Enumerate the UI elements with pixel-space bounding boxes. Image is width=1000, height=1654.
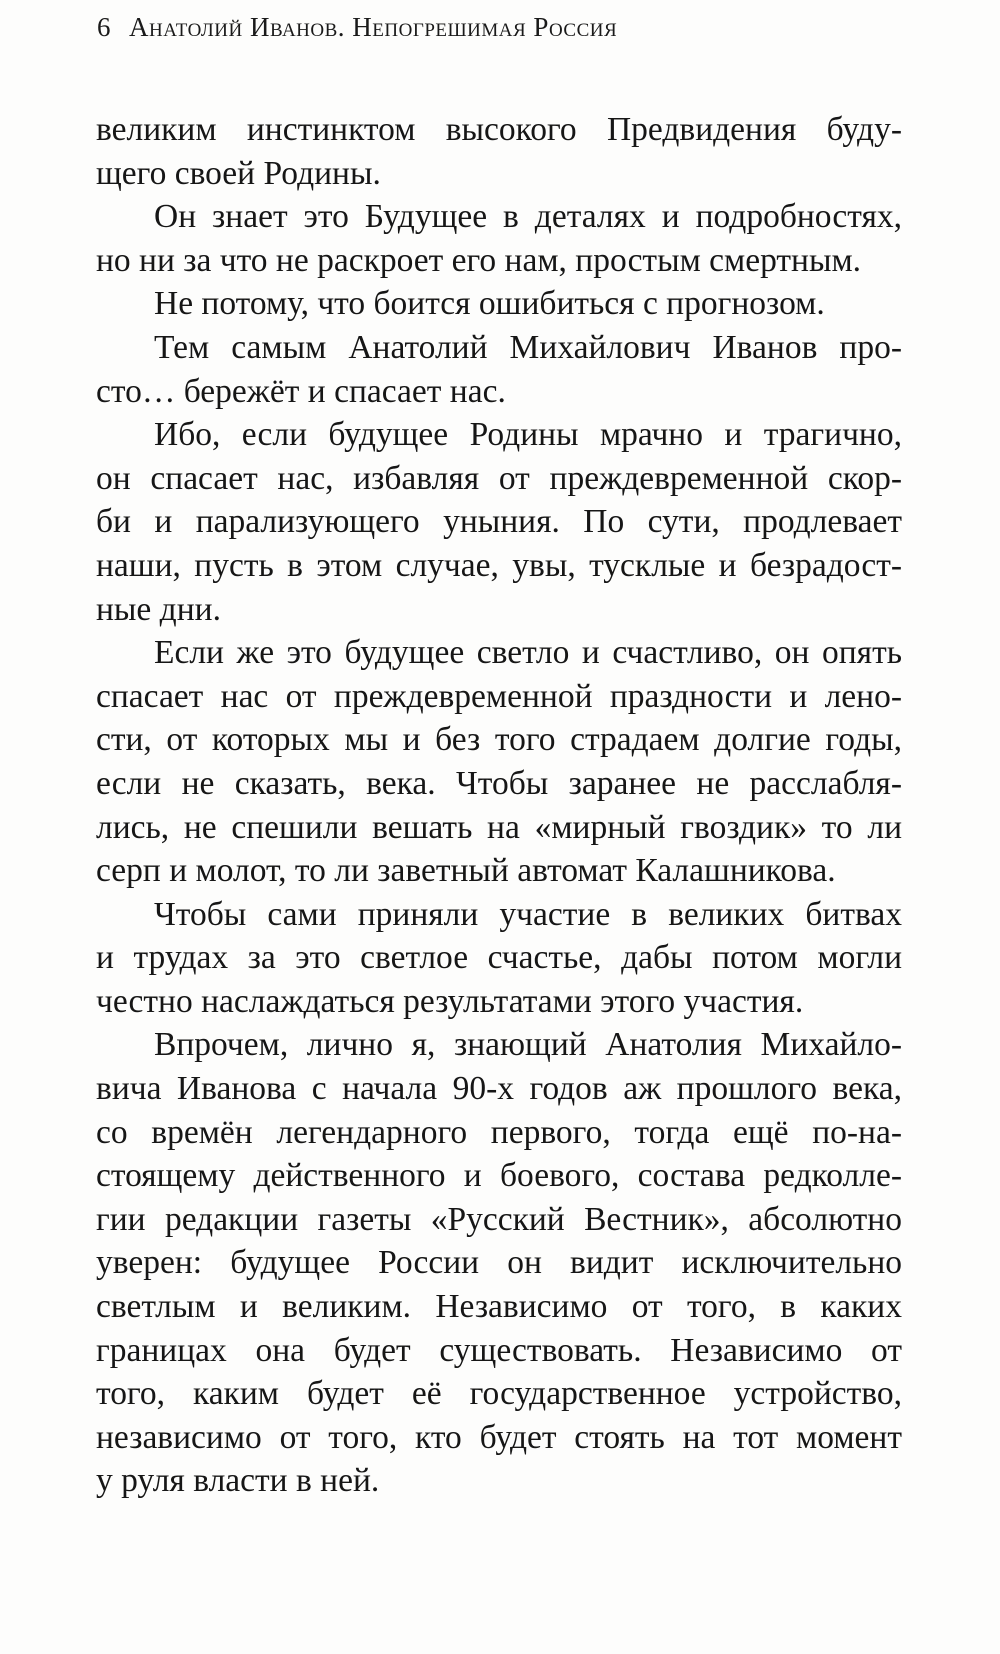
text-line: вича Иванова с начала 90-х годов аж прошлого века, — [96, 1070, 902, 1108]
paragraph — [96, 413, 902, 631]
paragraph — [96, 195, 902, 282]
text-line: ные дни. — [96, 590, 221, 628]
text-line: и трудах за это светлое счастье, дабы потом могли — [96, 939, 902, 977]
text-line: наши, пусть в этом случае, увы, тусклые и безрадост- — [96, 546, 902, 584]
paragraph — [96, 108, 902, 195]
text-line: щего своей Родины. — [96, 154, 381, 192]
text-line: великим инстинктом высокого Предвидения буду- — [96, 111, 902, 148]
text-line: Он знает это Будущее в деталях и подробностях, — [154, 198, 902, 236]
page-number: 6 — [97, 12, 111, 42]
text-line: лись, не спешили вешать на «мирный гвоздик» то ли — [96, 808, 902, 846]
text-line: Тем самым Анатолий Михайлович Иванов про- — [154, 328, 902, 366]
text-line: но ни за что не раскроет его нам, простым смертным. — [96, 241, 862, 279]
text-line: светлым и великим. Независимо от того, в каких — [96, 1288, 902, 1326]
text-line: Не потому, что боится ошибиться с прогнозом. — [154, 285, 825, 323]
text-line: у руля власти в ней. — [96, 1462, 380, 1500]
body-text — [96, 108, 902, 1503]
text-line: сти, от которых мы и без того страдаем долгие годы, — [96, 721, 902, 759]
text-line: уверен: будущее России он видит исключительно — [96, 1244, 902, 1282]
text-line: границах она будет существовать. Независимо от — [96, 1331, 902, 1369]
text-line: того, каким будет её государственное устройство, — [96, 1375, 902, 1413]
text-line: стоящему действенного и боевого, состава редколле- — [96, 1157, 902, 1195]
paragraph — [96, 326, 902, 413]
paragraph — [96, 1023, 902, 1503]
text-line: он спасает нас, избавляя от преждевременной скор- — [96, 459, 902, 497]
paragraph — [96, 893, 902, 1024]
text-line: если не сказать, века. Чтобы заранее не расслабля- — [96, 764, 902, 802]
text-line: честно наслаждаться результатами этого участия. — [96, 982, 804, 1020]
running-head — [97, 12, 617, 43]
running-title: Анатолий Иванов. Непогрешимая Россия — [129, 12, 618, 42]
text-line: серп и молот, то ли заветный автомат Калашникова. — [96, 852, 836, 890]
text-line: Впрочем, лично я, знающий Анатолия Михайло- — [154, 1026, 902, 1064]
text-line: Чтобы сами приняли участие в великих битвах — [154, 895, 902, 933]
text-line: сто… бережёт и спасает нас. — [96, 372, 506, 410]
text-line: независимо от того, кто будет стоять на тот момент — [96, 1418, 902, 1456]
text-line: Если же это будущее светло и счастливо, он опять — [154, 634, 902, 672]
text-line: Ибо, если будущее Родины мрачно и трагично, — [154, 416, 902, 454]
paragraph — [96, 631, 902, 893]
text-line: со времён легендарного первого, тогда ещё по-на- — [96, 1113, 902, 1151]
paragraph — [96, 282, 902, 326]
text-line: гии редакции газеты «Русский Вестник», абсолютно — [96, 1200, 902, 1238]
text-line: спасает нас от преждевременной праздности и лено- — [96, 677, 902, 715]
text-line: би и парализующего уныния. По сути, продлевает — [96, 503, 902, 541]
